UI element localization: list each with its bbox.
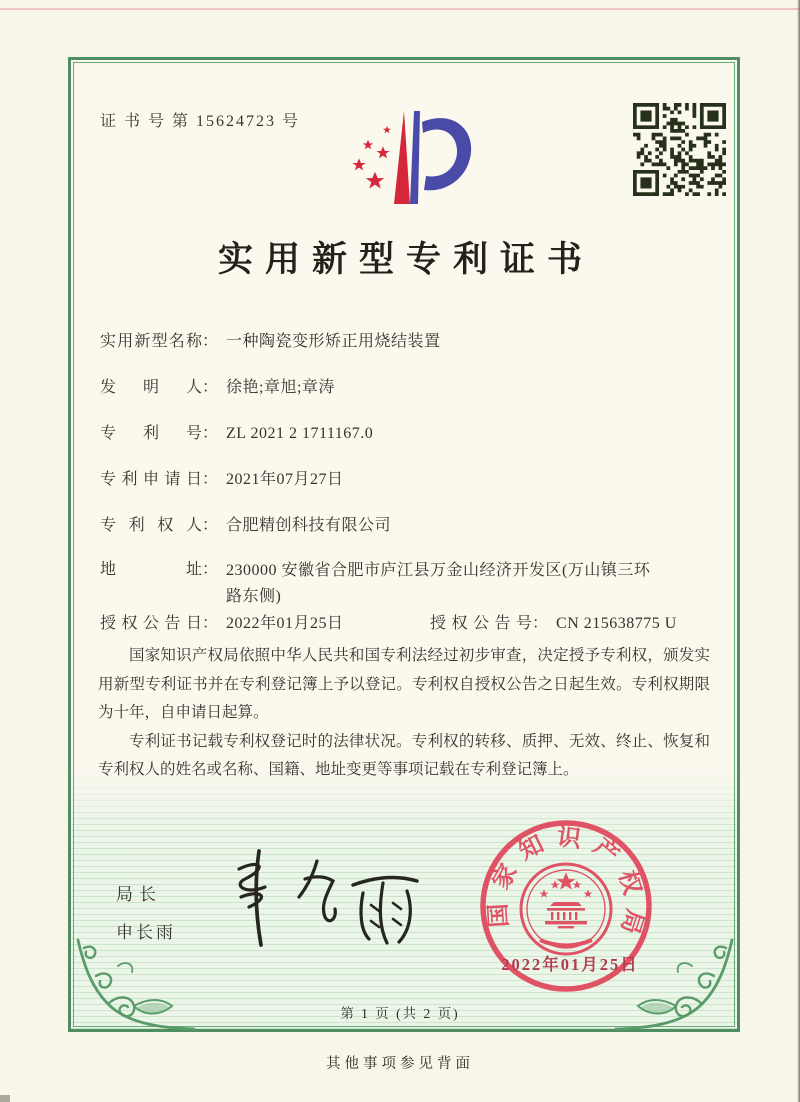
national-emblem-icon [521,864,611,954]
page-title: 实用新型专利证书 [217,240,594,279]
certificate-number: 证 书 号 第 15624723 号 [100,113,301,130]
field-row-grant [100,612,720,636]
field-row-patent-number [100,422,720,446]
field-colon: ： [202,471,219,488]
field-colon: ： [202,561,219,578]
field-colon: ： [202,425,219,442]
cnipa-logo-icon [332,108,472,216]
field-value: 一种陶瓷变形矫正用烧结装置 [226,333,441,350]
field-colon: ： [532,615,549,632]
field-grant-number [430,612,677,636]
field-label: 授权公告号 [430,615,532,632]
field-value: 合肥精创科技有限公司 [226,517,392,534]
field-label: 专利权人 [100,517,202,534]
field-label: 实用新型名称 [100,333,202,350]
body-paragraph-2: 专利证书记载专利权登记时的法律状况。专利权的转移、质押、无效、终止、恢复和专利权人的姓名或名称、国籍、地址变更等事项记载在专利登记簿上。 [98,732,710,779]
field-row-filing-date [100,468,720,492]
director-title: 局长 [116,885,162,904]
field-value: 2021年07月27日 [226,471,344,488]
field-row-invention-name [100,330,720,354]
field-colon: ： [202,517,219,534]
seal-agency-text: 国家知识产权局 [485,824,648,948]
field-label: 发明人 [100,379,202,396]
field-label: 授权公告日 [100,615,202,632]
field-row-address [100,558,720,609]
seal-date: 2022年01月25日 [501,955,639,974]
field-label: 专利号 [100,425,202,442]
director-name: 申长雨 [116,923,176,942]
back-side-note: 其他事项参见背面 [326,1056,474,1072]
body-paragraph-1: 国家知识产权局依照中华人民共和国专利法经过初步审查，决定授予专利权，颁发实用新型专利证书并在专利登记簿上予以登记。专利权自授权公告之日起生效。专利权期限为十年，自申请日起算。 [98,647,710,722]
field-value: ZL 2021 2 1711167.0 [226,425,374,442]
field-value: 徐艳;章旭;章涛 [226,379,335,396]
field-row-patentee [100,514,720,538]
legal-text [98,642,710,785]
director-handwritten-signature-icon [225,845,435,950]
field-value: CN 215638775 U [556,615,677,632]
page-number: 第 1 页 (共 2 页) [340,1006,460,1021]
field-colon: ： [202,333,219,350]
field-colon: ： [202,379,219,396]
qr-code [633,103,726,196]
field-colon: ： [202,615,219,632]
field-value: 230000 安徽省合肥市庐江县万金山经济开发区(万山镇三环路东侧) [226,562,651,605]
field-value: 2022年01月25日 [226,615,344,632]
field-row-inventors [100,376,720,400]
field-label: 地址 [100,561,202,578]
scan-artifact-corner [0,1095,10,1102]
field-grant-date [100,615,344,632]
field-label: 专利申请日 [100,471,202,488]
scan-artifact-top-line [0,8,800,10]
